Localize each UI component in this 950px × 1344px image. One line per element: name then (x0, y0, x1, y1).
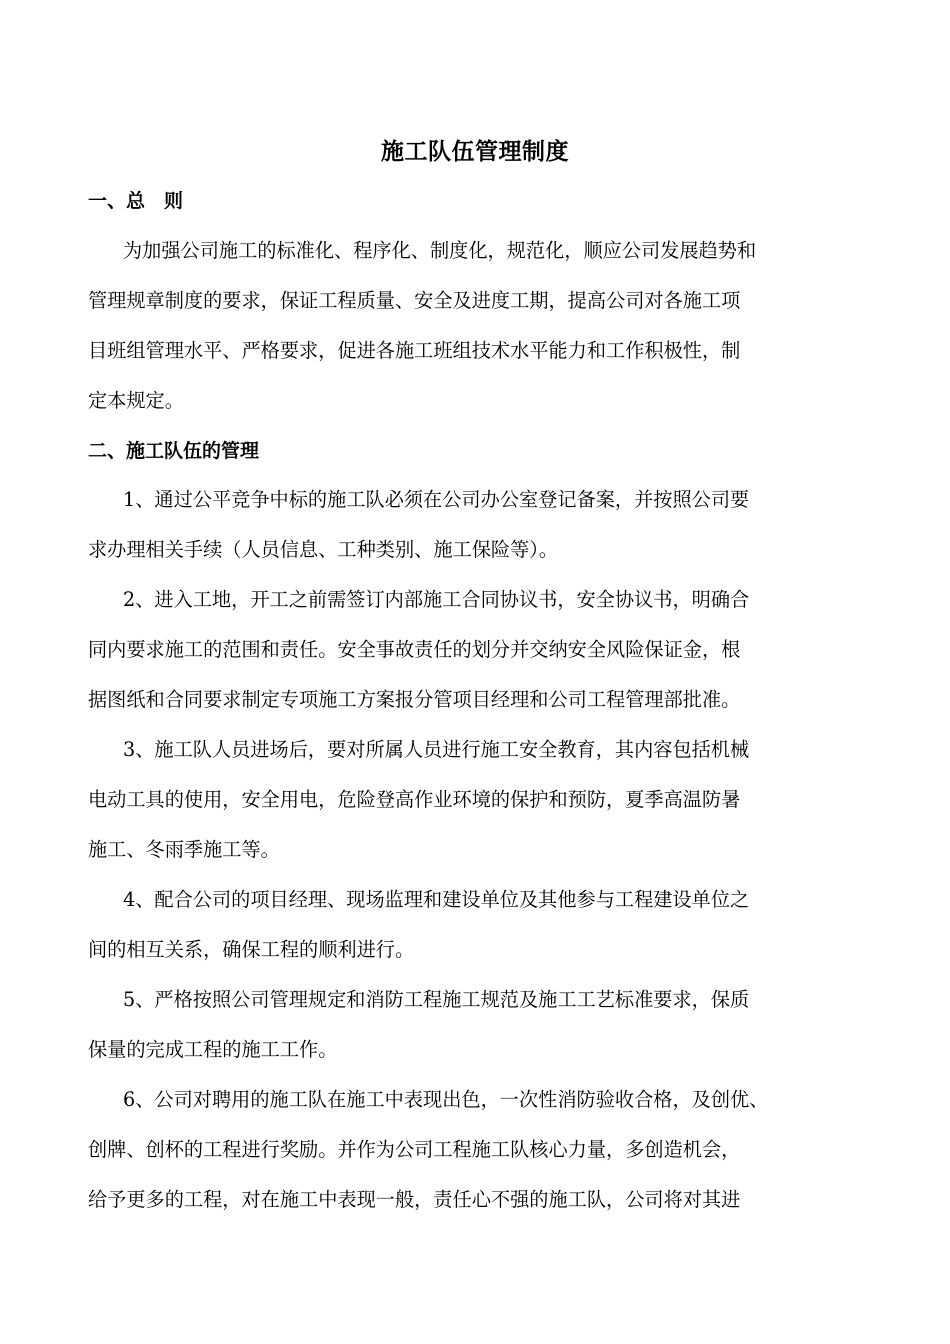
text-line: 2、进入工地，开工之前需签订内部施工合同协议书，安全协议书，明确合 (123, 588, 750, 611)
text-line: 定本规定。 (88, 389, 184, 412)
paragraph-item-2 (88, 575, 868, 725)
text-line: 5、严格按照公司管理规定和消防工程施工规范及施工工艺标准要求，保质 (123, 988, 750, 1011)
text-line: 间的相互关系，确保工程的顺利进行。 (88, 938, 415, 961)
text-line: 给予更多的工程，对在施工中表现一般，责任心不强的施工队，公司将对其进 (88, 1188, 741, 1211)
text-line: 1、通过公平竞争中标的施工队必须在公司办公室登记备案，并按照公司要 (123, 488, 750, 511)
paragraph-item-6 (88, 1075, 868, 1225)
paragraph-item-4 (88, 875, 868, 975)
paragraph-purpose (88, 226, 868, 426)
paragraph-item-1 (88, 475, 868, 575)
text-line: 保量的完成工程的施工工作。 (88, 1038, 338, 1061)
paragraph-item-3 (88, 725, 868, 875)
section-heading-general: 一、总 则 (88, 190, 184, 212)
text-line: 电动工具的使用，安全用电，危险登高作业环境的保护和预防，夏季高温防暑 (88, 788, 741, 811)
text-line: 4、配合公司的项目经理、现场监理和建设单位及其他参与工程建设单位之 (123, 888, 750, 911)
text-line: 创牌、创杯的工程进行奖励。并作为公司工程施工队核心力量，多创造机会， (88, 1138, 741, 1161)
text-line: 6、公司对聘用的施工队在施工中表现出色，一次性消防验收合格，及创优、 (123, 1088, 769, 1111)
section-heading-team-management: 二、施工队伍的管理 (88, 440, 260, 462)
text-line: 为加强公司施工的标准化、程序化、制度化，规范化，顺应公司发展趋势和 (123, 239, 757, 262)
text-line: 3、施工队人员进场后，要对所属人员进行施工安全教育，其内容包括机械 (123, 738, 750, 761)
text-line: 同内要求施工的范围和责任。安全事故责任的划分并交纳安全风险保证金，根 (88, 638, 741, 661)
text-line: 目班组管理水平、严格要求，促进各施工班组技术水平能力和工作积极性，制 (88, 339, 741, 362)
text-line: 施工、冬雨季施工等。 (88, 838, 280, 861)
paragraph-item-5 (88, 975, 868, 1075)
text-line: 求办理相关手续（人员信息、工种类别、施工保险等）。 (88, 538, 559, 561)
text-line: 管理规章制度的要求，保证工程质量、安全及进度工期，提高公司对各施工项 (88, 289, 741, 312)
document-title: 施工队伍管理制度 (381, 138, 569, 165)
text-line: 据图纸和合同要求制定专项施工方案报分管项目经理和公司工程管理部批准。 (88, 688, 741, 711)
